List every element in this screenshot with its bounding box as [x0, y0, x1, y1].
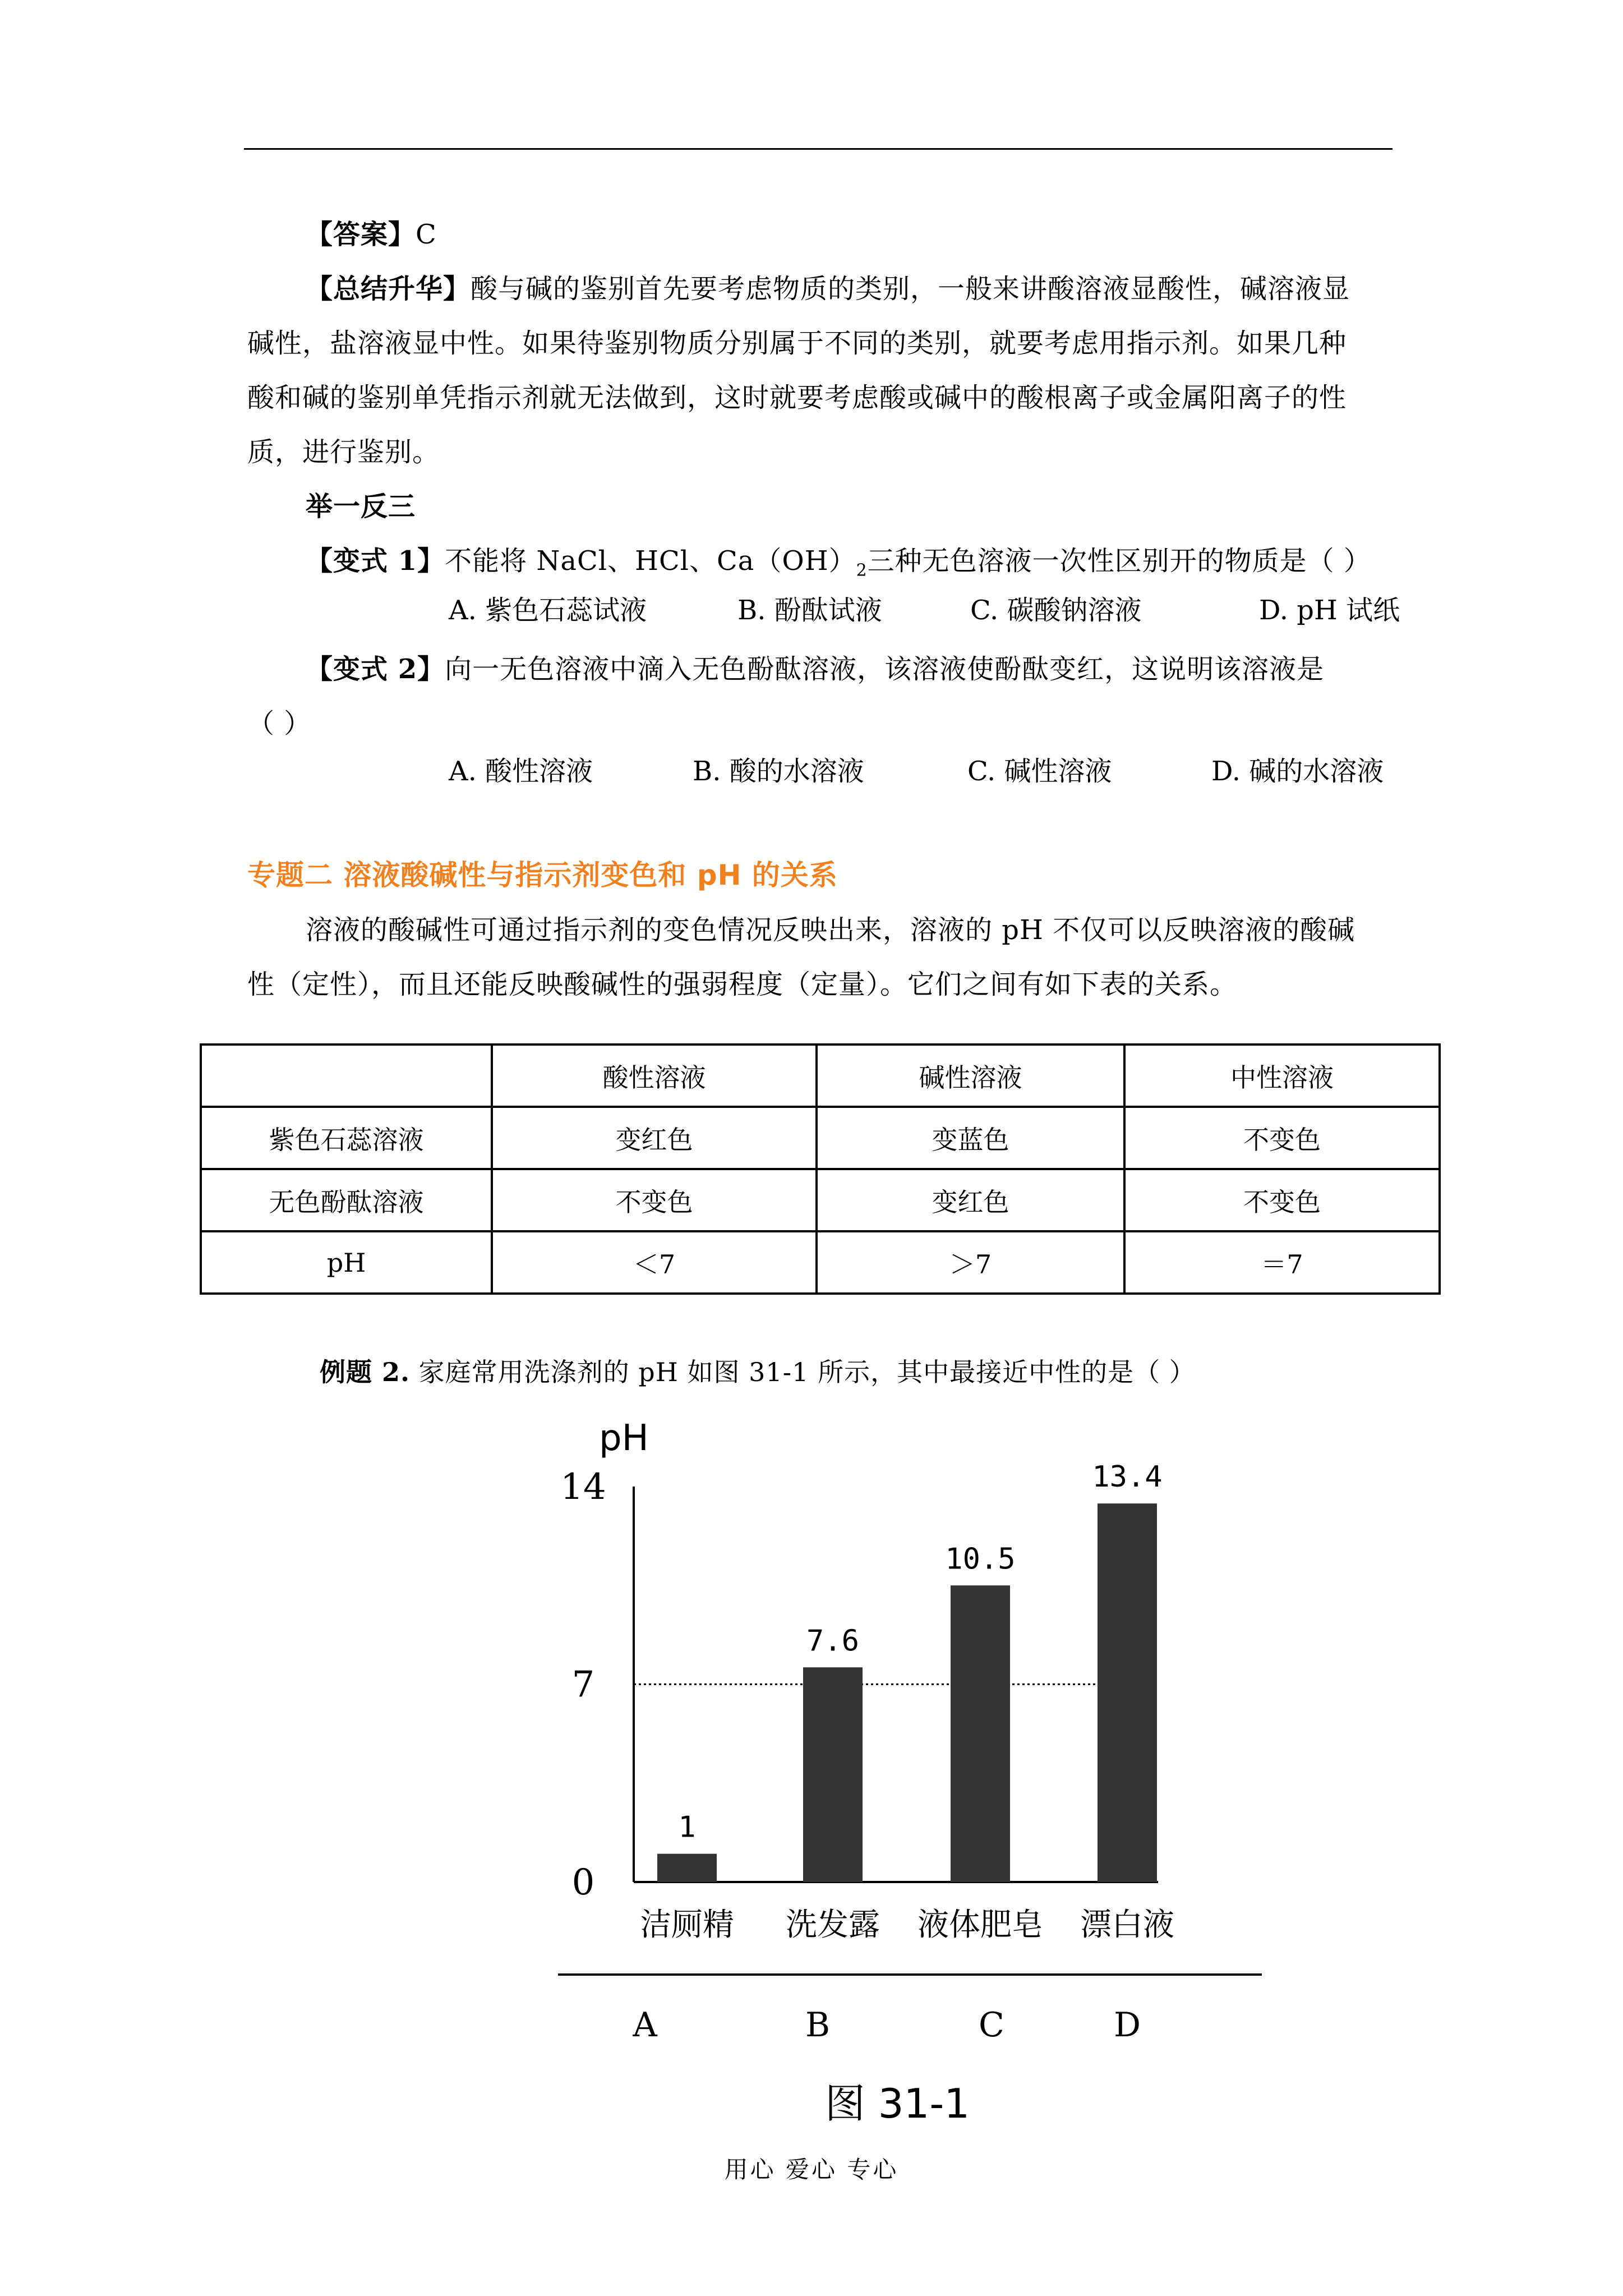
- section-title: 专题二 溶液酸碱性与指示剂变色和 pH 的关系: [247, 859, 838, 891]
- variant2-blank: （ ）: [247, 708, 312, 739]
- answer-value: C: [416, 219, 437, 250]
- table-cell: 紫色石蕊溶液: [201, 1107, 492, 1169]
- variant2-label: 【变式 2】: [306, 654, 445, 685]
- summary-line-4: 质，进行鉴别。: [247, 436, 440, 468]
- table-header-cell: 中性溶液: [1124, 1045, 1440, 1107]
- section-line-2: 性（定性），而且还能反映酸碱性的强弱程度（定量）。它们之间有如下表的关系。: [247, 969, 1238, 1000]
- variant1-subscript: 2: [856, 560, 868, 581]
- y-tick-label-1: 7: [571, 1664, 595, 1706]
- table-header-cell: 碱性溶液: [817, 1045, 1124, 1107]
- practice-heading: 举一反三: [306, 491, 416, 522]
- page-footer: 用心 爱心 专心: [724, 2156, 899, 2183]
- section-line-1: 溶液的酸碱性可通过指示剂的变色情况反映出来，溶液的 pH 不仅可以反映溶液的酸碱: [306, 914, 1355, 946]
- table-cell: ＜7: [492, 1231, 817, 1294]
- category-label-1: 洗发露: [786, 1907, 880, 1943]
- answer-label: 【答案】: [306, 219, 416, 250]
- option-letter-3: D: [1113, 2005, 1141, 2045]
- variant1-option-c: C. 碳酸钠溶液: [970, 595, 1142, 626]
- variant2-option-d: D. 碱的水溶液: [1211, 756, 1384, 787]
- table-cell: 变红色: [492, 1107, 817, 1169]
- example-text: 家庭常用洗涤剂的 pH 如图 31-1 所示，其中最接近中性的是（ ）: [418, 1357, 1196, 1387]
- table-cell: 变蓝色: [817, 1107, 1124, 1169]
- bar-0: [657, 1854, 717, 1882]
- bar-2: [951, 1585, 1010, 1882]
- y-tick-label-0: 14: [560, 1466, 606, 1508]
- option-letter-1: B: [805, 2005, 831, 2045]
- option-letter-2: C: [979, 2005, 1004, 2045]
- bar-value-label-1: 7.6: [806, 1624, 859, 1658]
- variant2-text: 向一无色溶液中滴入无色酚酞溶液，该溶液使酚酞变红，这说明该溶液是: [445, 654, 1325, 685]
- variant2-option-c: C. 碱性溶液: [967, 756, 1112, 787]
- table-cell: 不变色: [492, 1169, 817, 1231]
- variant1-option-d: D. pH 试纸: [1259, 595, 1400, 626]
- example-label: 例题 2.: [320, 1357, 411, 1387]
- bar-1: [803, 1667, 863, 1882]
- variant2-option-a: A. 酸性溶液: [449, 756, 593, 787]
- variant1-option-b: B. 酚酞试液: [737, 595, 882, 626]
- table-cell: pH: [201, 1231, 492, 1294]
- option-letter-0: A: [633, 2005, 657, 2045]
- table-cell: 不变色: [1124, 1169, 1440, 1231]
- table-cell: 不变色: [1124, 1107, 1440, 1169]
- chart-bars: [632, 1460, 1174, 2045]
- category-label-2: 液体肥皂: [917, 1907, 1043, 1943]
- bar-3: [1098, 1503, 1157, 1882]
- table-cell: ＞7: [817, 1231, 1124, 1294]
- chart-y-ticks: [560, 1466, 606, 1903]
- table-cell: 无色酚酞溶液: [201, 1169, 492, 1231]
- bar-value-label-0: 1: [678, 1810, 696, 1844]
- variant1-text-before: 不能将 NaCl、HCl、Ca（OH）: [445, 545, 856, 577]
- y-tick-label-2: 0: [571, 1862, 595, 1903]
- variant1-label: 【变式 1】: [306, 545, 445, 577]
- category-label-0: 洁厕精: [640, 1907, 734, 1943]
- variant1-text-after: 三种无色溶液一次性区别开的物质是（ ）: [867, 545, 1371, 577]
- table-cell: ＝7: [1124, 1231, 1440, 1294]
- bar-value-label-3: 13.4: [1092, 1460, 1163, 1494]
- summary-line-2: 碱性，盐溶液显中性。如果待鉴别物质分别属于不同的类别，就要考虑用指示剂。如果几种: [247, 328, 1347, 359]
- table-cell: 变红色: [817, 1169, 1124, 1231]
- summary-label: 【总结升华】: [306, 273, 471, 305]
- category-label-3: 漂白液: [1080, 1907, 1174, 1943]
- summary-text-1: 酸与碱的鉴别首先要考虑物质的类别，一般来讲酸溶液显酸性，碱溶液显: [471, 273, 1350, 305]
- chart-caption: 图 31-1: [824, 2080, 970, 2127]
- chart-ylabel: pH: [599, 1418, 649, 1459]
- bar-value-label-2: 10.5: [945, 1542, 1016, 1576]
- table-header-cell: 酸性溶液: [492, 1045, 817, 1107]
- summary-line-3: 酸和碱的鉴别单凭指示剂就无法做到，这时就要考虑酸或碱中的酸根离子或金属阳离子的性: [247, 382, 1347, 413]
- variant1-option-a: A. 紫色石蕊试液: [449, 595, 647, 626]
- variant2-option-b: B. 酸的水溶液: [693, 756, 864, 787]
